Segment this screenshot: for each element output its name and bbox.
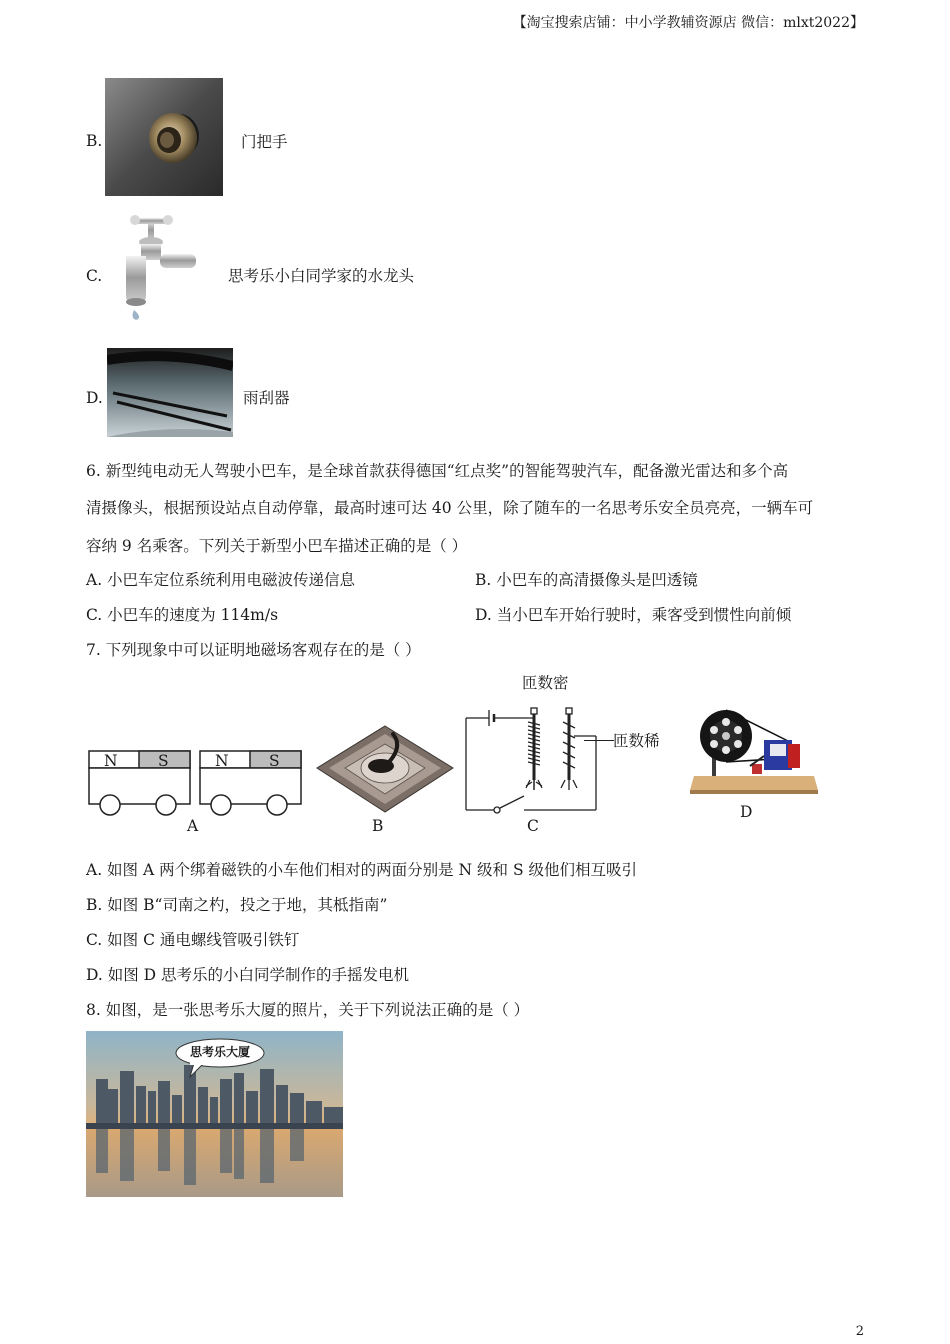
- q7-option-d: D. 如图 D 思考乐的小白同学制作的手摇发电机: [86, 966, 410, 984]
- figure-b-sinan-compass: [313, 722, 457, 816]
- figure-c-label: C: [527, 817, 539, 835]
- q7-option-b: B. 如图 B“司南之杓，投之于地，其柢指南”: [86, 896, 388, 914]
- option-b-letter: B.: [86, 132, 103, 150]
- q6-stem-line-2: 清摄像头，根据预设站点自动停靠，最高时速可达 40 公里，除了随车的一名思考乐安全员亮亮，一辆车可: [86, 499, 814, 517]
- figure-a-label: A: [187, 817, 199, 835]
- figure-c-electromagnet-circuit: [462, 700, 604, 814]
- wiper-image: [107, 348, 233, 437]
- q8-stem: 8. 如图，是一张思考乐大厦的照片，关于下列说法正确的是（ ）: [86, 1001, 530, 1019]
- q6-stem-line-1: 6. 新型纯电动无人驾驶小巴车，是全球首款获得德国“红点奖”的智能驾驶汽车，配备激光雷达和多个高: [86, 462, 789, 480]
- q7-stem: 7. 下列现象中可以证明地磁场客观存在的是（ ）: [86, 641, 421, 659]
- option-c-letter: C.: [86, 267, 103, 285]
- q6-option-c: C. 小巴车的速度为 114m/s: [86, 606, 279, 624]
- q7-option-c: C. 如图 C 通电螺线管吸引铁钉: [86, 931, 300, 949]
- figure-b-label: B: [372, 817, 384, 835]
- figure-d-label: D: [740, 803, 753, 821]
- q6-option-d: D. 当小巴车开始行驶时，乘客受到惯性向前倾: [475, 606, 792, 624]
- building-callout-label: 思考乐大厦: [190, 1045, 251, 1059]
- magnet-1-north-label: N: [104, 752, 118, 770]
- option-d-text: 雨刮器: [243, 389, 290, 407]
- page-number: 2: [855, 1324, 864, 1339]
- coil-dense-label: 匝数密: [522, 674, 569, 692]
- door-handle-image: [105, 78, 223, 196]
- magnet-1-south-label: S: [158, 752, 169, 770]
- faucet-image: [112, 210, 202, 325]
- q6-stem-line-3: 容纳 9 名乘客。下列关于新型小巴车描述正确的是（ ）: [86, 537, 468, 555]
- coil-sparse-label: 匝数稀: [613, 732, 660, 750]
- option-d-letter: D.: [86, 389, 103, 407]
- figure-d-hand-crank-generator: [690, 706, 818, 796]
- q6-option-b: B. 小巴车的高清摄像头是凹透镜: [475, 571, 698, 589]
- page-header: 【淘宝搜索店铺：中小学教辅资源店 微信：mlxt2022】: [512, 15, 864, 31]
- coil-sparse-pointer: [584, 740, 614, 741]
- q6-option-a: A. 小巴车定位系统利用电磁波传递信息: [86, 571, 356, 589]
- option-c-text: 思考乐小白同学家的水龙头: [228, 267, 415, 285]
- magnet-2-south-label: S: [269, 752, 280, 770]
- q7-option-a: A. 如图 A 两个绑着磁铁的小车他们相对的两面分别是 N 级和 S 级他们相互吸引: [86, 861, 637, 879]
- magnet-2-north-label: N: [215, 752, 229, 770]
- option-b-text: 门把手: [241, 133, 288, 151]
